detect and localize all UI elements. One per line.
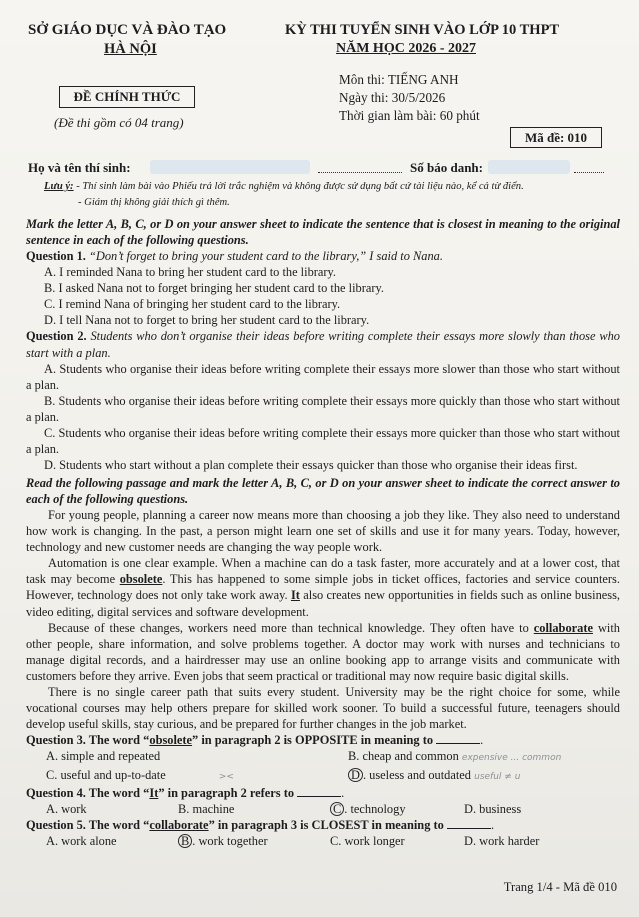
p2-part-c: also creates new opportunities in fields such as online business, video editing, digital services and software development. — [26, 588, 620, 619]
question-4-blank — [297, 786, 341, 797]
candidate-id-label: Số báo danh: — [410, 160, 483, 175]
question-3-option-c-wrap — [46, 767, 348, 785]
question-5-options — [26, 833, 620, 849]
question-3-blank — [436, 733, 480, 744]
question-2-option-d: D. Students who start without a plan complete their essays quicker than those who organise their ideas first. — [44, 458, 578, 473]
question-1-option-a: A. I reminded Nana to bring her student card to the library. — [44, 265, 337, 280]
notes-line2: - Giám thị không giải thích gì thêm. — [78, 197, 230, 208]
highlight-obsolete: obsolete — [119, 572, 163, 587]
question-2-text: Students who don’t organise their ideas before writing complete their essays more slowly than those who start with a plan. — [26, 329, 620, 360]
question-5-option-d: D. work harder — [464, 833, 540, 848]
candidate-name-dots — [318, 164, 402, 173]
section1 — [26, 217, 620, 473]
question-1-option-b: B. I asked Nana not to forget bringing her student card to the library. — [44, 281, 384, 296]
question-3-option-d: . useless and outdated — [362, 767, 472, 782]
notes-label: Lưu ý: — [44, 181, 74, 192]
question-4-option-c-wrap — [330, 801, 464, 817]
section2-instruction: Read the following passage and mark the letter A, B, C, or D on your answer sheet to indicate the correct answer to each of the following questions. — [26, 476, 620, 506]
question-5-label: Question 5. — [26, 817, 86, 832]
candidate-id-redaction — [488, 160, 570, 174]
question-5: Question 5. The word “collaborate” in paragraph 3 is CLOSEST in meaning to . — [26, 817, 495, 832]
school-year: NĂM HỌC 2026 - 2027 — [336, 41, 476, 56]
question-3-option-b: B. cheap and common — [348, 749, 459, 764]
official-exam-box: ĐỀ CHÍNH THỨC — [59, 86, 195, 108]
question-5-option-b: . work together — [192, 833, 268, 848]
question-2-option-a: A. Students who organise their ideas before writing complete their essays more slower than those who start without a plan. — [26, 361, 620, 392]
question-3-option-a: A. simple and repeated — [46, 749, 161, 764]
p2-part-b: . This has happened to some simple jobs in ticket offices, factories and service counters. However, technology does not only take work away. — [26, 572, 620, 603]
question-2-label: Question 2. — [26, 329, 87, 344]
candidate-name-label: Họ và tên thí sinh: — [28, 160, 131, 175]
notes-text-1: - Thí sinh làm bài vào Phiếu trả lời trắc nghiệm và không được sử dụng bất cứ tài liệu nào, kể cả từ điển. — [73, 181, 524, 192]
exam-title: KỲ THI TUYỂN SINH VÀO LỚP 10 THPT — [285, 22, 560, 38]
city-name: HÀ NỘI — [104, 41, 157, 57]
exam-duration: Thời gian làm bài: 60 phút — [339, 108, 480, 123]
notes-line1 — [44, 181, 524, 192]
handwritten-note-c: >< — [218, 771, 234, 782]
p3-part-b: with other people, share information, and solve problems together. A doctor may work with nurses and technicians to manage digital records, and a hairdresser may use an online booking app to arrange visits and communicate with customers before they arrive. Even jobs that seem practical or traditional may now require basic digital skills. — [26, 620, 620, 683]
pages-note: (Đề thi gồm có 04 trang) — [54, 115, 184, 130]
question-4-option-d: D. business — [464, 801, 522, 816]
department-name: SỞ GIÁO DỤC VÀ ĐÀO TẠO — [28, 22, 227, 38]
page-footer: Trang 1/4 - Mã đề 010 — [503, 880, 617, 894]
passage-paragraph-3 — [26, 620, 620, 684]
passage-paragraph-2 — [26, 555, 620, 619]
question-3: Question 3. The word “obsolete” in paragraph 2 is OPPOSITE in meaning to . — [26, 733, 484, 748]
highlight-collaborate: collaborate — [533, 620, 593, 635]
question-2-option-b: B. Students who organise their ideas before writing complete their essays more quickly than those who start without a plan. — [26, 393, 620, 424]
question-5-blank — [447, 818, 491, 829]
section2 — [26, 476, 620, 849]
handwritten-note-b: expensive ... common — [461, 753, 562, 764]
p2-part-a: Automation is one clear example. When a machine can do a task faster, more accurately and at a lower cost, that task may become — [26, 556, 620, 587]
question-4: Question 4. The word “It” in paragraph 2 refers to . — [26, 785, 345, 800]
passage-paragraph-1: For young people, planning a career now means more than choosing a job they like. They also need to understand how work is changing. In the past, a person might learn one set of skills and use it for many years. Today, however, technology and new customer needs are changing the way people work. — [26, 508, 620, 555]
question-5-option-b-wrap — [178, 833, 330, 849]
question-5-option-b-circle: B — [178, 834, 192, 848]
exam-code-box: Mã đề: 010 — [510, 127, 602, 148]
question-5-option-a: A. work alone — [46, 833, 117, 848]
question-5-option-c: C. work longer — [330, 833, 405, 848]
exam-date: Ngày thi: 30/5/2026 — [339, 90, 446, 105]
question-4-option-b: B. machine — [178, 801, 235, 816]
question-1-option-c: C. I remind Nana of bringing her student card to the library. — [44, 297, 341, 312]
highlight-it: It — [290, 588, 300, 603]
question-2 — [26, 328, 620, 360]
p3-part-a: Because of these changes, workers need more than technical knowledge. They often have to — [48, 620, 534, 635]
passage-paragraph-4: There is no single career path that suits every student. University may be the right choice for some, while vocational courses may help others prepare for skilled work sooner. To build a successful future, teenagers should develop useful skills, stay curious, and be prepared for further changes in the job market. — [26, 685, 620, 732]
question-2-option-c: C. Students who organise their ideas before writing complete their essays more quicker than those who start without a plan. — [26, 426, 620, 457]
question-3-option-d-circle: D — [348, 768, 363, 782]
question-4-option-c-circle: C — [330, 802, 344, 816]
question-3-option-d-wrap — [348, 767, 639, 785]
subject-line: Môn thi: TIẾNG ANH — [339, 72, 459, 87]
candidate-name-redaction — [150, 160, 310, 174]
handwritten-note-d: useful ≠ u — [474, 771, 521, 782]
question-3-label: Question 3. — [26, 733, 86, 748]
question-4-label: Question 4. — [26, 785, 86, 800]
question-1 — [26, 248, 620, 264]
question-4-option-a: A. work — [46, 801, 87, 816]
question-4-options — [26, 801, 620, 817]
question-4-option-c: . technology — [344, 801, 406, 816]
candidate-id-dots — [574, 164, 604, 173]
question-3-options — [26, 748, 620, 784]
question-3-option-b-wrap — [348, 748, 639, 766]
question-3-option-c: C. useful and up-to-date — [46, 767, 166, 782]
question-1-text: “Don’t forget to bring your student card to the library,” I said to Nana. — [85, 249, 443, 263]
question-1-label: Question 1. — [26, 249, 86, 263]
question-1-option-d: D. I tell Nana not to forget to bring her student card to the library. — [44, 313, 370, 328]
section1-instruction: Mark the letter A, B, C, or D on your answer sheet to indicate the sentence that is closest in meaning to the original sentence in each of the following questions. — [26, 217, 620, 247]
